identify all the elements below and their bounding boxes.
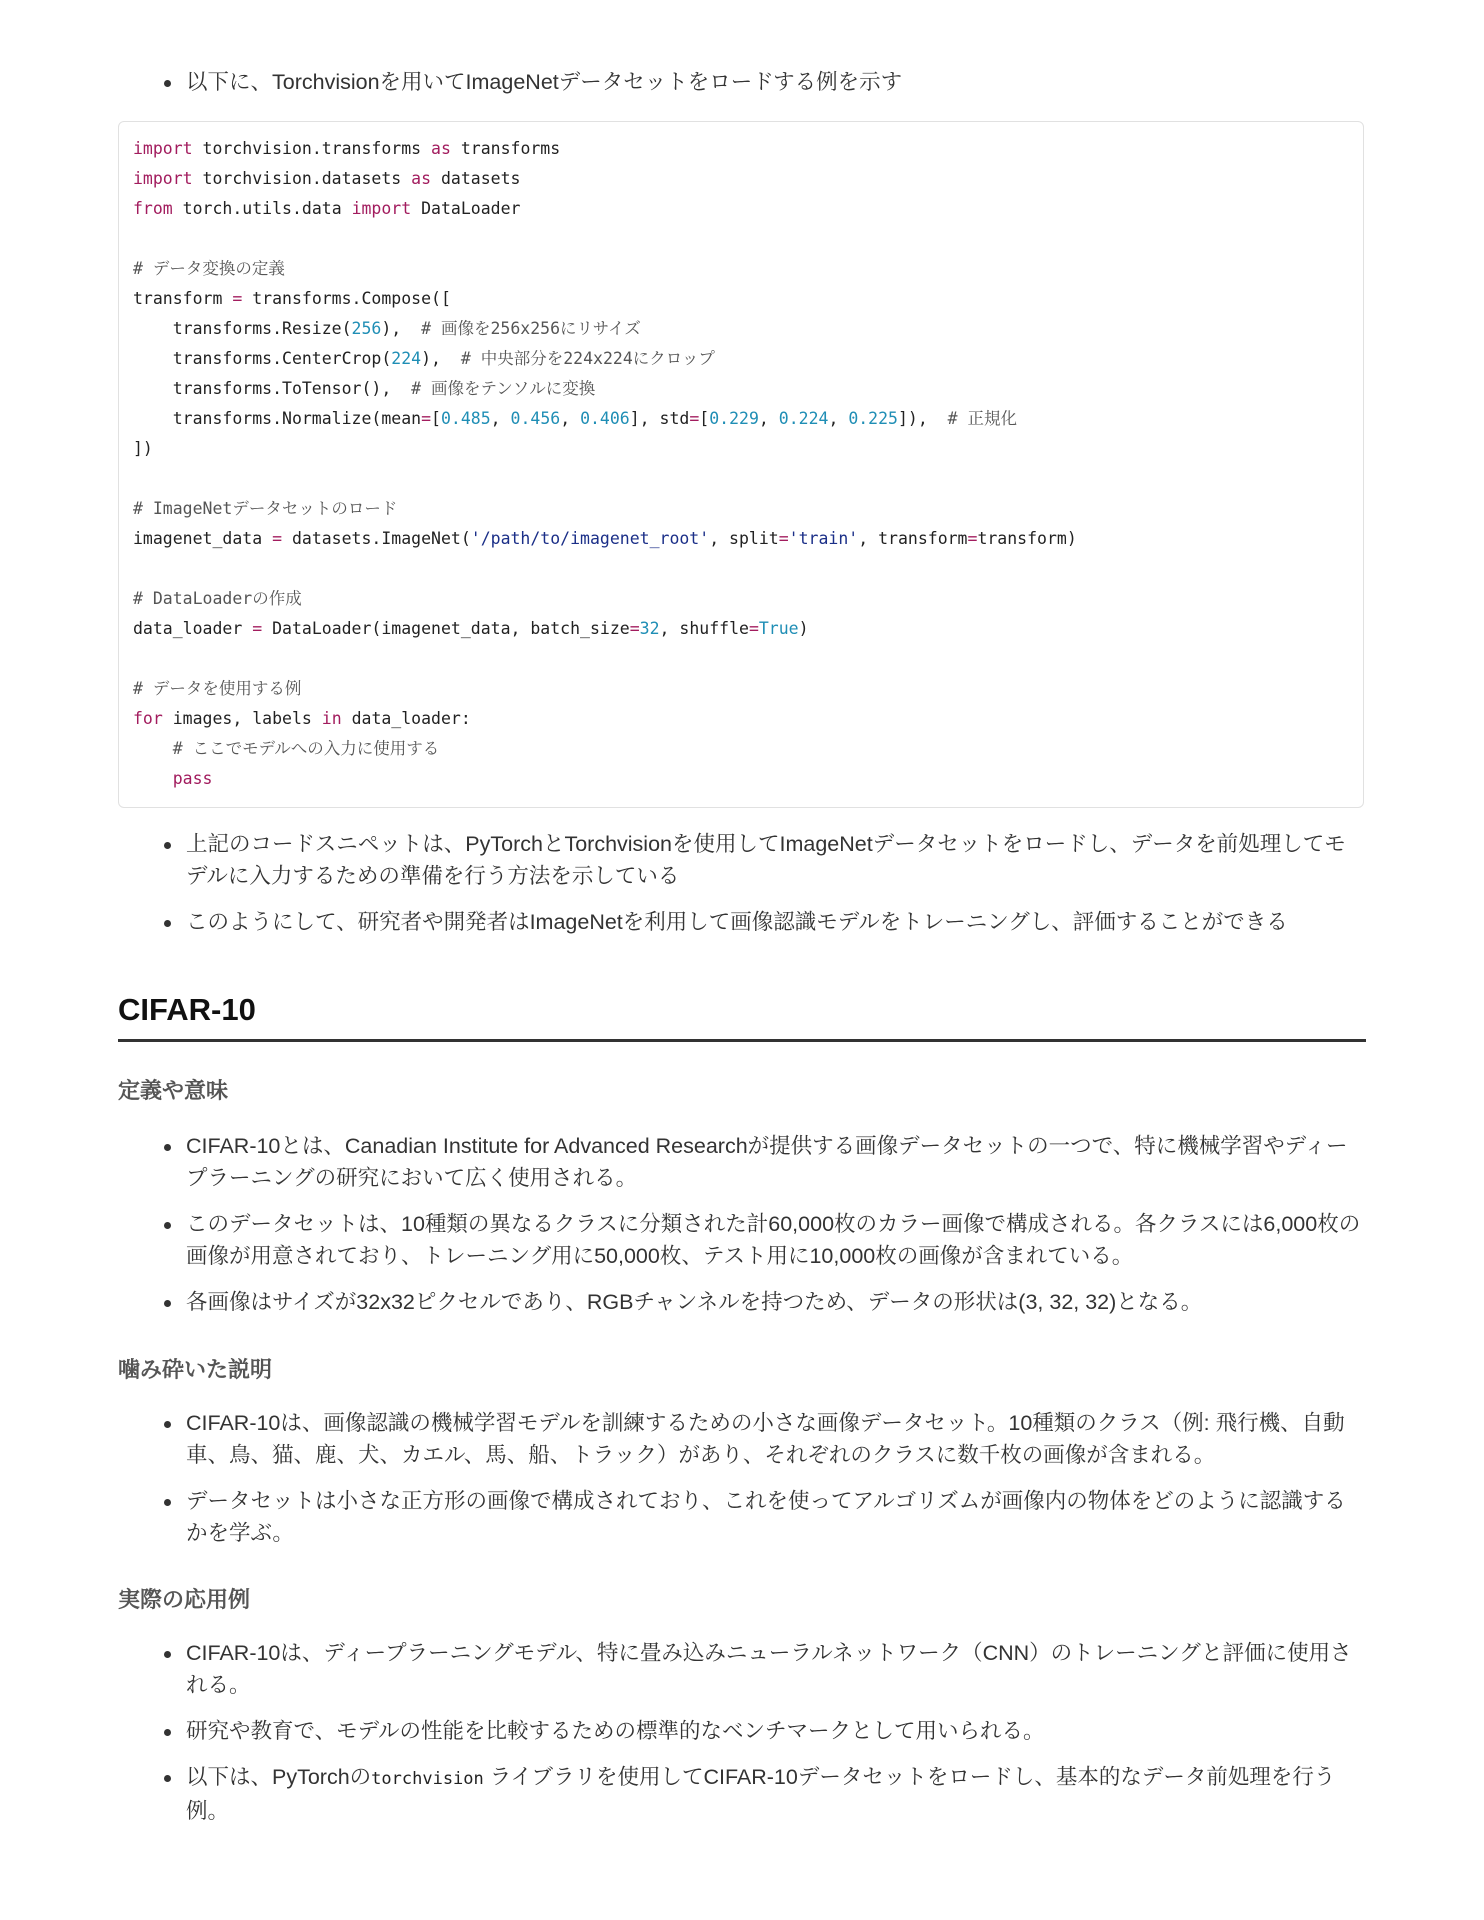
explanation-list <box>118 1407 1366 1549</box>
code-line: transforms.Normalize(mean=[0.485, 0.456, 0.406], std=[0.229, 0.224, 0.225]), # 正規化 <box>133 409 1018 428</box>
code-comment: # ここでモデルへの入力に使用する <box>133 739 440 758</box>
code-line: transforms.CenterCrop(224), # 中央部分を224x224にクロップ <box>133 349 715 368</box>
code-comment: # DataLoaderの作成 <box>133 589 302 608</box>
list-item: 以下は、PyTorchのtorchvision ライブラリを使用してCIFAR-10データセットをロードし、基本的なデータ前処理を行う例。 <box>118 1761 1366 1827</box>
code-comment: # ImageNetデータセットのロード <box>133 499 398 518</box>
code-line: pass <box>133 769 213 788</box>
code-line: from torch.utils.data import DataLoader <box>133 199 521 218</box>
code-line: transforms.Resize(256), # 画像を256x256にリサイズ <box>133 319 641 338</box>
after-code-list <box>118 828 1366 938</box>
code-block <box>118 121 1364 808</box>
applications-list <box>118 1637 1366 1827</box>
heading-divider <box>118 1039 1366 1042</box>
subsection-title: 実際の応用例 <box>118 1587 251 1612</box>
code-comment: # データ変換の定義 <box>133 259 285 278</box>
subsection-title: 噛み砕いた説明 <box>118 1357 273 1382</box>
list-item: 各画像はサイズが32x32ピクセルであり、RGBチャンネルを持つため、データの形状は(3, 32, 32)となる。 <box>118 1286 1366 1318</box>
code-line: ]) <box>133 439 153 458</box>
subsection-title: 定義や意味 <box>118 1078 229 1103</box>
definition-list <box>118 1130 1366 1318</box>
code-line: import torchvision.transforms as transforms <box>133 139 561 158</box>
list-item: CIFAR-10は、ディープラーニングモデル、特に畳み込みニューラルネットワーク（CNN）のトレーニングと評価に使用される。 <box>118 1637 1366 1701</box>
list-item: このようにして、研究者や開発者はImageNetを利用して画像認識モデルをトレーニングし、評価することができる <box>118 906 1366 938</box>
code-line: imagenet_data = datasets.ImageNet('/path/to/imagenet_root', split='train', transform=transform) <box>133 529 1077 548</box>
list-item: CIFAR-10は、画像認識の機械学習モデルを訓練するための小さな画像データセット。10種類のクラス（例: 飛行機、自動車、鳥、猫、鹿、犬、カエル、馬、船、トラック）があり、それぞれのクラスに数千枚の画像が含まれる。 <box>118 1407 1366 1471</box>
list-item: CIFAR-10とは、Canadian Institute for Advanced Researchが提供する画像データセットの一つで、特に機械学習やディープラーニングの研究において広く使用される。 <box>118 1130 1366 1194</box>
list-item: 研究や教育で、モデルの性能を比較するための標準的なベンチマークとして用いられる。 <box>118 1715 1366 1747</box>
code-line: transforms.ToTensor(), # 画像をテンソルに変換 <box>133 379 596 398</box>
intro-list <box>118 66 1366 98</box>
code-line: data_loader = DataLoader(imagenet_data, batch_size=32, shuffle=True) <box>133 619 809 638</box>
list-item: 以下に、Torchvisionを用いてImageNetデータセットをロードする例を示す <box>118 66 1366 98</box>
list-item: 上記のコードスニペットは、PyTorchとTorchvisionを使用してImageNetデータセットをロードし、データを前処理してモデルに入力するための準備を行う方法を示している <box>118 828 1366 892</box>
code-comment: # データを使用する例 <box>133 679 302 698</box>
list-item: このデータセットは、10種類の異なるクラスに分類された計60,000枚のカラー画像で構成される。各クラスには6,000枚の画像が用意されており、トレーニング用に50,000枚、テスト用に10,000枚の画像が含まれている。 <box>118 1208 1366 1272</box>
code-line: for images, labels in data_loader: <box>133 709 471 728</box>
section-heading: CIFAR-10 <box>118 992 256 1027</box>
list-item: データセットは小さな正方形の画像で構成されており、これを使ってアルゴリズムが画像内の物体をどのように認識するかを学ぶ。 <box>118 1485 1366 1549</box>
inline-code: torchvision <box>371 1769 484 1789</box>
code-line: transform = transforms.Compose([ <box>133 289 451 308</box>
code-line: import torchvision.datasets as datasets <box>133 169 521 188</box>
